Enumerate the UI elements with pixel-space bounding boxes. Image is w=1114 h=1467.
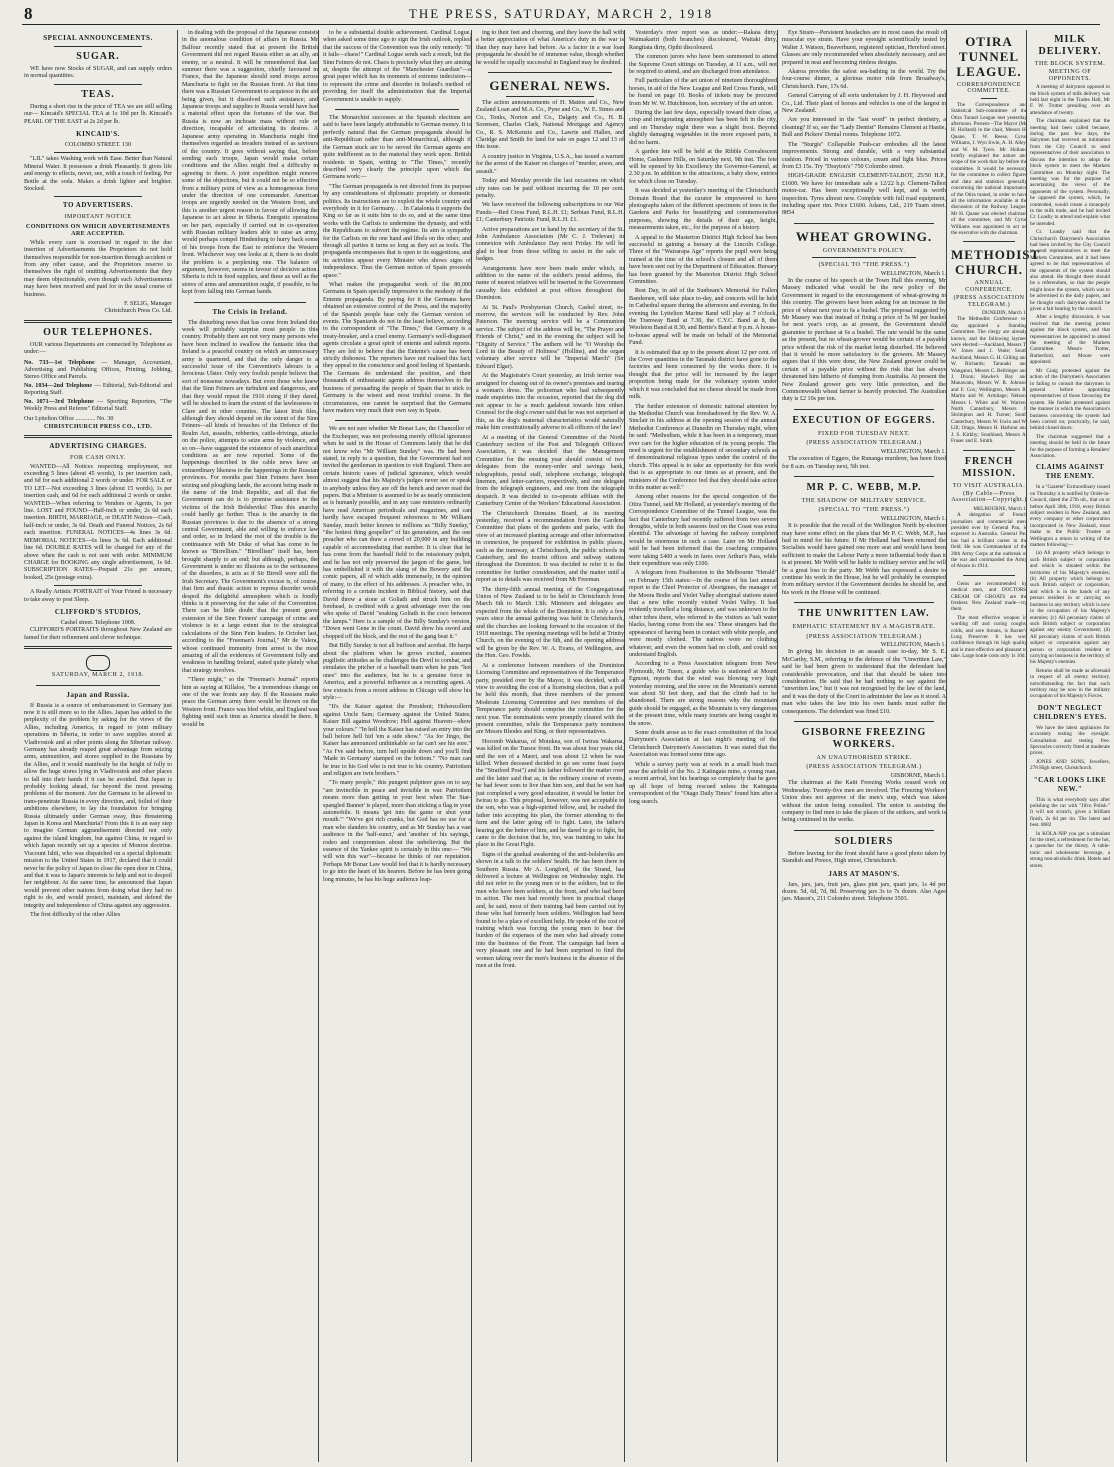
advertisers-signature: F. SELIG, Manager <box>124 300 172 307</box>
leader-last-line: The first difficulty of the other Allies <box>30 911 121 918</box>
news-item: At St. Paul's Presbyterian Church, Cashel street, to-morrow, the services will be conducted by Rev. John Paterson. The morning service will be a Communion service. The subject of the address will be, "The Prayer and Friends of Christ," and in the evening the subject will be "Dignity of Service." The anthem will be "O Worship the Lord in the Beauty of Holiness" (Hollins), and the organ voluntary after service will be "Imperial March" (Sir Edward Elgar). <box>476 304 624 370</box>
divider <box>794 602 934 603</box>
methodist-dateline: DUNEDIN, March 1. <box>982 309 1027 316</box>
unwritten-text: In giving his decision in an assault case to-day, Mr S. E. McCarthy, S.M., referring to the defence of the "Unwritten Law," said he had been given to understand that the defendant had considerable provocation, and that that should be taken into consideration. He said that he had nothing to say against the "unwritten law," but it was not recognised by the law of the land, and it was the duty of the Court to administer the law as it stood. A man who takes the law into his own hands must suffer the consequences. The defendant was fined £10. <box>782 649 946 715</box>
divider <box>981 98 997 99</box>
eggers-source: (PRESS ASSOCIATION TELEGRAM.) <box>806 439 922 447</box>
children-eyes-heading: DON'T NEGLECT CHILDREN'S EYES. <box>1033 703 1107 721</box>
claims-text: (a) All property which belongs to such British subject or corporation and which is situated within the territories of his Majesty's enemies; (b) All property which belongs to such British subject or corporation, and which is in the hands of any person resident in or carrying on business in any territory which is now in the occupation of his Majesty's enemies; (c) All pecuniary claims of such British subject or corporation against any enemy Government; (d) All pecuniary claims of such British subject or corporation against any person or corporation resident or carrying on business in the territory of his Majesty's enemies. <box>1030 550 1110 666</box>
news-item: It is estimated that up to the present about 12 per cent. of the Cover quantities in the Taranaki district have gone to the factories and been consumed by the works there. It is thought that the price will be increased by the larger proportion being made for the voluntary system under which it was concluded that no cheese should be made from milk. <box>629 349 777 401</box>
wheat-source: (SPECIAL TO "THE PRESS.") <box>818 261 910 269</box>
kincaids-ad: "LIL" takes Washing work with Ease. Better than Natural Mineral Water. It possesses a drink Pleasantly. It gives life and energy to effects, never, see, with a touch of feeling. Per Bottle at the soda. Makes a drink lighter and brighter. Stocked. <box>24 156 172 193</box>
ad-item: Eye Strain—Persistent headaches are in most cases the result of muscular eye strain. Have your eyesight scientifically tested by Walter J. Watson, Beaverhurst, registered optician, Hereford street. Glasses are only recommended when absolutely necessary, and are prepared in neat and becoming rimless designs. <box>782 30 946 66</box>
gisborne-source: (PRESS ASSOCIATION TELEGRAM.) <box>806 763 922 771</box>
news-item: At the Magistrate's Court yesterday, an Irish terrier was arraigned for chasing out of its owner's premises and tearing a woman's dress. The policeman who had subsequently made enquiries into the occasion, reported that the dog did not appear to be a much gadabout towards him either. Counsel for the dog's owner said that he was not surprised at this, as the dog's maternal characteristics would naturally make him constitutionally adverse to all officers of the law! <box>476 373 624 432</box>
otira-heading: OTIRA TUNNEL LEAGUE. <box>956 34 1022 79</box>
cliffords-heading: CLIFFORD'S STUDIOS, <box>54 607 142 616</box>
divider <box>963 241 1015 242</box>
masthead <box>22 4 1100 25</box>
telephone-number: No. 1034—2nd Telephone <box>24 382 93 389</box>
news-item: Some doubt arose as to the exact constitution of the local Dairymen's Association at last night's meeting of the Christchurch Dairymen's Association. It was stated that the Association was formed some time ago. <box>629 729 777 759</box>
telephone-number: No. 733—1st Telephone <box>24 359 95 366</box>
soldiers-heading: SOLDIERS <box>834 835 894 847</box>
webb-source: (SPECIAL TO "THE PRESS.") <box>818 506 910 514</box>
telephone-list <box>24 360 172 414</box>
kola-ad: In KOLA-NIP you get a stimulant for the tired, a refreshment for the hot, a quencher for the thirsty. A table-tonic and wholesome beverage, a strong non-alcoholic drink. Hotels and stores. <box>1030 830 1110 869</box>
webb-text: It is possible that the recall of the Wellington North by-election may have some effect on the plans that Mr P. C. Webb, M.P., has had in mind for his future. If Mr Holland had been returned the Socialists would have gained one more seat and would have been sufficient to make the Labour Party a more influential body than it is at present. Mr Webb will be liable to military service and he will be a great loss to the party. Mr Webb has expressed a desire to continue his work in the House, but he will probably be exempted from military service if the Government decides he should be, and his work in the House will be continued. <box>782 523 946 596</box>
advertisers-heading: TO ADVERTISERS. <box>62 201 134 210</box>
article-text: The Monarchist successes at the Spanish elections are said to have been largely attributable to German money. It is perfectly natural that the German propaganda should be anti-Republican rather than anti-Monarchical, although if the German stuck are to be served the German agents are quite indifferent as to the material they work upon. British residents in Spain, writing to "The Times," recently described very clearly the principle upon which the Germans work:— <box>323 115 471 181</box>
webb-subheading: THE SHADOW OF MILITARY SERVICE. <box>801 496 927 504</box>
milk-subheading: THE BLOCK SYSTEM. <box>1034 60 1106 67</box>
divider <box>36 685 160 686</box>
news-item: The further extension of domestic national attention by the Methodist Church was foreshadowed by the Rev. W. A. Sinclair in his address at the opening session of the annual Methodist Conference at Dunedin on Thursday night, when he said: "Methodism, while it has been in a temporary, must ever care for the higher education of its young people. The need is urgent for the establishment of secondary schools as of denominational religious types under the control of the church. This appeal is to take an opportunity for this work that is as appropriate to our times as at present, and the ministers of the Conference feel that they should take action in this matter as well." <box>629 403 777 491</box>
article-text: But Billy Sunday is not all buffoon and acrobat. He harps about the platform when he grows excited, assumes pugilistic attitudes as he challenges the Devil to combat, and simulates the pitcher of a baseball team when he puts "hot ones" into the audience, but he is a genuine force in America, and a powerful influence as a recruiting agent. A few extracts from a recent address in Chicago will show his style:— <box>323 643 471 701</box>
news-item: A garden fete will be held at the Ribble Convalescent Home, Cashmere Hills, on Saturday next, 9th inst. The fete will be opened by his Excellency the Governor-General, at 2.30 p.m. In addition to the attractions, a baby show, entries for which close on Tuesday. <box>629 149 777 185</box>
masthead-title: THE PRESS, SATURDAY, MARCH 2, 1918 <box>408 6 714 21</box>
crisis-heading: The Crisis in Ireland. <box>212 307 288 316</box>
milk-text: After a lengthy discussion, it was resolved that the meeting protest against the block system, and that representatives be appointed to attend the meeting of the Markets Committee. Messrs Trotter, Rutherford, and Moore were appointed. <box>1030 314 1110 366</box>
general-news-heading: GENERAL NEWS. <box>489 78 611 94</box>
claims-text: In a "Gazette" Extraordinary issued on Thursday it is notified by Order-in-Council, dated the 27th ult., that on or before April 30th, 1918, every British subject resident in New Zealand, and every company or other corporation incorporated in New Zealand, must make to the Public Trustee at Wellington a return in writing of the matters following:— <box>1030 484 1110 549</box>
page-number: 8 <box>24 4 33 23</box>
divider <box>794 721 934 722</box>
gems-ad: Gems are recommended by medical men, and DOCTORS' CREAM OF GROATS are the freshest. New Zealand made—try them. <box>951 580 1027 613</box>
news-item: The action announcements of H. Mattos and Co., New Zealand Loan and M.A. Co., Pyne and Co., W. E. Simes and Co., Tonks, Norton and Co., Dalgety and Co., H. B. Sorensen, Charles Clark, National Mortgage and Agency Co., R. S. McKenzie and Co., Lawrie and Hallen, and Claridge and Smith for land for sale on pages 12 and 13 of this issue. <box>476 100 624 151</box>
ad-item: General Carrying of all sorts undertaken by J. H. Heywood and Co., Ltd. Their plant of horses and vehicles is one of the largest in New Zealand. <box>782 93 946 115</box>
kincaids-address: COLOMBO STREET. 130 <box>64 142 132 149</box>
milk-text: A meeting of dairymen opposed to the block system of milk delivery was held last night in the Trades Hall, Mr F. W. Trotter presiding over an attendance of twenty. <box>1030 84 1110 116</box>
telephone-department: Sporting Reporters, "The Weekly Press and Referee" Editorial Staff. <box>24 398 173 412</box>
telephone-entry: No. 733—1st Telephone — Manager, Accountant, Advertising and Publishing Offices, Printing, Jobbing, Stereo Office and Parcels. <box>24 359 173 381</box>
double-rule <box>24 320 172 323</box>
article-text: ing to their feet and cheering, and they leave the hall with a better appreciation of what America's duty in the war is than they may have had before. As a factor in a war loan propaganda he should be of immense value, though whether he would be equally successful in England may be doubted. <box>476 30 624 66</box>
telephone-department: Manager, Accountant, Advertising and Publishing Offices, Printing, Jobbing, Stereo Office and Parcels. <box>24 359 173 381</box>
webb-heading: MR P. C. WEBB, M.P. <box>806 481 922 493</box>
news-item: Today and Monday provide the last occasions on which city rates can be paid without incurring the 10 per cent. penalty. <box>476 178 624 199</box>
gisborne-dateline: GISBORNE, March 1. <box>890 772 946 779</box>
milk-text: The chairman explained that the meeting had been called because, during the past few days, the dairymen had received an intimation from the City Council to send representatives of their association to discuss the intention to adopt the block system to meet the Markets Committee on Monday night. The meeting was for the purpose of ascertaining the views of the opponents of the system. Personally, he opposed the system, which, he contended, would create a monopoly in the milk trade, and he had invited Cr. Loasby to attend and explain what he intended. <box>1030 118 1110 227</box>
jars-heading: JARS AT MASON'S. <box>828 869 900 878</box>
news-item: During the last few days, especially toward their close, a crisp and invigorating atmosphere has been felt in the city, and on Thursday night there was a slight frost. Beyond slightly damaging vegetables in the more exposed parts, it did no harm. <box>629 110 777 146</box>
column-6 <box>777 30 946 1462</box>
car-text: This is what everybody says after polishing the car with "Jifco Polish." It will not scratch, gives a brilliant finish, 2s 6d per tin. The latest and best. 8682 <box>1030 796 1110 829</box>
divider <box>54 46 142 47</box>
unwritten-source: (PRESS ASSOCIATION TELEGRAM.) <box>806 632 922 640</box>
telephone-department: Editorial, Sub-Editorial and Reporting Staff. <box>24 382 172 397</box>
gisborne-text: The chairman at the Kaiti Freezing Works ceased work on Wednesday. Twenty-five men are involved. The Freezing Workers' Union does not approve of the men's step, which was taken without the union being consulted. The union is assisting the company to find men to take the places of the strikers, and work is being continued in the works. <box>782 780 946 824</box>
eggers-dateline: WELLINGTON, March 1. <box>880 448 946 455</box>
telephone-entry: No. 1071—3rd Telephone — Sporting Reporters, "The Weekly Press and Referee" Editorial Staff. <box>24 398 173 412</box>
news-item: Rest Day, in aid of the Sunbeam's Memorial for Fallen Bandsmen, will take place to-day, and concerts will be held in Cathedral square during the afternoon and evening. In the evening the Lyttelton Marine Band will play at 7 o'clock, the Tramway Band at 7.30, the C.Y.C. Band at 8, the Woolston Band at 8.30, and Bertie's Band at 9 p.m. A house-to-house appeal will be made on behalf of the Memorial Fund. <box>629 288 777 347</box>
column-3 <box>318 30 471 1462</box>
advertisers-lead: CONDITIONS ON WHICH ADVERTISEMENTS ARE ACCEPTED. <box>25 222 171 238</box>
telephones-heading: OUR TELEPHONES. <box>43 326 153 338</box>
column-8 <box>1026 30 1110 1462</box>
news-item: Hocomb Wakarua, of Motukea, son of Iwirau Wakarua, was killed on the Tussoc front. He was about four years old, and the son of a Maori, and was about 12 when he was killed. When deceased decided to go see some feast (says the "Stratford Post") and his father followed the matter over and the latter said that as, in the ordinary course of events, he had fewer sons to live than him son, and that he son had just completed a very good education, it would be better for Iwirau to go. This proposal, however, was not acceptable to the son, who was a high-spirited fellow, and, he rushed the father into accepting his plan, the former attending to the farm and the latter going off to fight. Later, the father's hearing got the better of him, and he dared to go to fight, he came to the decision that he, too, was training to take his place in the Great Fight. <box>476 738 624 849</box>
divider <box>963 575 1015 576</box>
claims-text: Returns shall be made as aforesaid in respect of all enemy territory, notwithstanding the fact that such territory may be now in the military occupation of his Majesty's Forces. <box>1030 667 1110 700</box>
leader-heading: Japan and Russia. <box>66 690 130 699</box>
eggers-text: The execution of Eggers, the Runanga murderer, has been fixed for 8 a.m. on Tuesday next, 5th inst. <box>782 456 946 470</box>
double-rule <box>24 435 172 438</box>
divider <box>794 409 934 410</box>
article-text: What makes the propagandist work of the 80,000 Germans in Spain specially impressive is the modesty of the Entente propaganda. By paying for it the Germans have obtained an extensive control of the Press, and the majority of the Spanish people hear only the German version of events. The Spaniards do not in the least believe, according to the correspondent of "The Times," that Germany is a treaty-breaker, and a cruel enemy. Germany's well-disguised agents circulate a great spirit of entente and submit reports. They are led to believe that the Entente's cause has been strictly dishonest. The reporters have not realised this fact; they appeal to the conscience and good feeling of Spaniards. The Germans do understand the position, and their thousands of enthusiastic agents address themselves to the business of persuading the people of Spain that to stick to Germany is the wisest and most truthful course. In the circumstances, one cannot be surprised that the Germans have matters very much their own way in Spain. <box>323 282 471 414</box>
article-quote: "It's the Kaiser against the President; Hohenzollern against Uncle Sam; Germany against the United States; Kaiser Bill against Woodrow; Hell against Heaven—show your colours." "In hell the Kaiser has raised an entry into the hall before hell bid 'em a side show." "As for Jingo, the Kaiser has announced unthinkable so far can't see his sore." "As I've said before, turn hell upside down and you'll find 'Made in Germany' stamped on the bottom." "No man can be true to his God who is not true to his country. Patriotism and religion are twin brothers." <box>323 704 471 777</box>
methodist-heading: METHODIST CHURCH. <box>951 247 1041 278</box>
issue-date: SATURDAY, MARCH 2, 1918. <box>51 672 145 679</box>
children-eyes-text: We have the latest appliances for accurately testing the eyesight. Consultation and testing free. Spectacles correctly fitted at moderate prices. <box>1030 724 1110 757</box>
wheat-subheading: GOVERNMENT'S POLICY. <box>822 246 906 254</box>
news-item: Signs of the gradual awakening of the anti-bolsheviks are shown in a talk to the soldiers' health. He has been there in Southern Russia. Mr A. Longford, of the Strand, has delivered a lecture at Wellington on Wednesday night. He did not refer to the young men or to the soldiers, but to the men who have been soldiers, at the front, and who had been in action. The men had recently been in practical charge and, he said, most of their training had been carried out by those who had formerly been soldiers. Wellington had been found to be a place of excellent help. He spoke of the cost of training which was forcing the young men to bear the burden of the expenses of the men who had already come into the business of the Front. The campaign had been a very pleasant one and he had been surprised to find the women taking over the men's business in the absence of the men at the front. <box>476 851 624 969</box>
gisborne-heading: GISBORNE FREEZING WORKERS. <box>801 727 927 751</box>
news-item: The thirty-fifth annual meeting of the Congregational Union of New Zealand is to be held in Christchurch from March 6th to March 13th. Ministers and delegates are expected from the whole of the Dominion. It is only a few years since the annual gathering was held in Christchurch, and the churches are looking forward to the occasion of the 1918 meetings. The opening meetings will be held at Trinity Church, on the evening of the 6th, and the opening address will be given by the Rev. W. A. Evans, of Wellington, and the Hon. Geo. Fowlds. <box>476 586 624 660</box>
divider <box>335 420 459 421</box>
news-item: Active preparations are in hand by the secretary of the St. John Ambulance Association (Mr C. J. Trelevan) in connexion with Ambulance Day next Friday. He will be glad to hear from those willing to assist in the sale of badges. <box>476 226 624 263</box>
crisis-text: The disturbing news that has come from Ireland this week will probably surprise most people in this country. Probably there are not very many persons who have been inclined to swallow the fantastic idea that Ireland is a peaceful country on which an unnecessary army is quartered, and that the only danger to a successful issue of the Convention's labours is a ferocious Ulster. Only very foolish people believe that sort of nonsense nowadays. But even those who knew that the Sinn Feiners are turbulent and dangerous, and that they would repeat the 1916 rising if they dared, will be shocked to learn the extent of the lawlessness in Clare and in other counties. The latest Irish files, although they should depend on the extent of the Sinn Feiners—all kinds of breaches of the Defence of the Realm Act, assaults, robberies, cattle-drivings, attacks on the police, attempts to seize arms by violence, and so on—have suggested the existence of such anarchical conditions as are now reported. Some of the happenings described in the cable news have an extraordinary likeness to the happenings in the Russian provinces. For months past Sinn Feiners have been seizing and ploughing lands, the account being made in the name of the Irish Republic, and all that the Government can do is to promise assistance to the victims of the Irish Bolsheviks! Thus this anarchy could hardly go further. Thus is the anarchy in the Russian provinces is due to the absence of a strong central Government, able and willing to enforce law and order, so in Ireland the root of the trouble is the continuance with Mr Duke of what has come to be known as "Birrellism." "Birrellism" itself has, been brought sharply to an end; but although, perhaps, the Government is under no illusions as to the seriousness of the disorders, is acts as if Sir Birrell were still the Irish Secretary. The Government's excuse is, of course, that firm and drastic action to repress disorder would despoil the delightful atmosphere which is fondly thinks is it preserving for the sake of the Convention. There can be little doubt that the present grave extension of the Sinn Feiners' campaign of crime and violence is to a large extent due to the strategical calculations of the Sinn Fein leaders. In October last, according to the "Freeman's Journal," Mr de Valera, whose continued immunity from arrest is the most amazing of all the evidences of Government folly and weakness in handling Ireland, stated quite plainly what that strategy involves. <box>182 319 318 674</box>
telephone-entry: No. 1034—2nd Telephone — Editorial, Sub-Editorial and Reporting Staff. <box>24 382 172 397</box>
charges-subheading: FOR CASH ONLY. <box>70 454 126 462</box>
news-item: Yesterday's river report was as under:—Rakaia dirty, Waimakariri (both branches) discoloured, Waitaki dirty, Rangitata dirty, Opihi discoloured. <box>629 30 777 51</box>
column-5 <box>624 30 777 1462</box>
column-4 <box>471 30 624 1462</box>
column-1 <box>24 30 172 1462</box>
wheat-heading: WHEAT GROWING. <box>795 228 933 244</box>
news-item: Full particulars of the art union of nineteen thoroughbred horses, in aid of the New League and Red Cross Funds, will be found on page 10. Books of tickets may be procured from Mr W. W. Hutchinson, hon. secretary of the art union. <box>629 78 777 107</box>
cliffords-address: Cashel street. Telephone 1008. <box>60 619 136 626</box>
otira-subheading: CORRESPONDENCE COMMITTEE. <box>956 81 1022 95</box>
news-item: A appeal to the Masterton District High School has been successful in gaining a bursary at the Lincoln College. Three of the "Wairarapa Age" reports the pupil were being trained at the time of the school's closure and all of them have been sent out by the Department of Education. Bursary has been granted by the Masterton District High School Committee. <box>629 234 777 285</box>
milk-subheading-2: MEETING OF OPPONENTS. <box>1048 68 1092 82</box>
milk-text: Cr. Loasby said that the Christchurch Dairymen's Association had been invited by the City Council to send representatives to meet the Markets Committee, and it had been agreed to be that representatives of the opponents of the system should also attend. He thought there should be a referendum, so that the people might know the system, which was to be advertised in the daily papers, and he thought each dairyman should be given a fair hearing by the council. <box>1030 229 1110 313</box>
crisis-quote: "There might," so the "Freeman's Journal" reports him as saying at Killaloe, "be a tremendous change on one of the war fronts any day. If the Russians make peace the German army there would be thrown on the Western front. France was bled white, and England was fighting until such time as America should be there. It would be <box>182 677 318 728</box>
sugar-text: WE have now Stocks of SUGAR, and can supply orders in normal quantities. <box>24 66 172 80</box>
charges-heading: ADVERTISING CHARGES. <box>49 442 147 451</box>
milk-text: The chairman suggested that a meeting should be held in the future for the purpose of forming a Retailers' Association. <box>1030 433 1110 459</box>
crest-icon <box>86 655 110 671</box>
ad-item: Akaroa provides the safest sea-bathing in the world. Try the four-course dinner, a glorious motor ride from Broadway's, Christchurch. Fare, 17s 6d. <box>782 69 946 90</box>
japan-continued-text: in dealing with the proposal of the Japanese consists in the anomalous condition of affairs in Russia. Mr Balfour recently stated that at present the British Government did not regard Russia either as an ally, an enemy, or a neutral. It will be remembered that last summer there was a suggestion, chiefly favoured in France, that the Japanese should send troops across Manchuria to fight on the Russian front. At that time there was a Russian Government to acquiesce in the aid being given, but it dissolved such assistance; and Japanese troops and supplies to Russia would have had a material effect upon the fortunes of the war. But Russia is now an inchoate mass without rule or direction, incapable of articulating its desires. A Japanese army operating in Manchuria might find themselves regarded as invaders instead of as saviours of the country. It goes without saying that, before sending such troops, Japan would make certain conditions and the Allies might find a difficulty in agreeing to them. A joint expedition might remove some of the objections, but it could not be so effective from a military point of view as a homogeneous force under the direction of one commander. American troops are urgently needed on the Western front, and this is another urgent reason in favour of allowing the Japanese to act alone in Siberia. Energetic operations on her part, especially if carried out in co-operation with Russian military leaders able to raise an army, would perhaps compel Hindenburg to hurry back some of his troops from the East to reinforce the Western front. Whichever way one looks at it, there is no doubt the problem is a perplexing one. The balance of argument, however, seems in favour of decisive action. Siberia is rich in food supplies, and these as well as the stores of arms and ammunition ought, if possible, to be kept from falling into German hands. <box>182 30 318 296</box>
french-source: (By Cable—Press Association—Copyright.) <box>951 489 1027 504</box>
telephones-footer: CHRISTCHURCH PRESS CO., LTD. <box>43 423 153 430</box>
advertisers-subheading: IMPORTANT NOTICE <box>64 213 132 221</box>
advertisers-firm: Christchurch Press Co. Ltd. <box>104 308 172 315</box>
soldiers-text: Before leaving for the front should have a good photo taken by Standish and Preece, High street, Christchurch. <box>782 850 946 865</box>
effective-ad: The most effective weapon in warding off and curing coughs, colds, and sore throats, is Baxter's Lung Preserver. It has won confidence through its high quality and is most effective and pleasant to take. Large bottle costs only 1s 10d. <box>951 614 1027 660</box>
eggers-subheading: FIXED FOR TUESDAY NEXT. <box>818 429 910 437</box>
column-2 <box>177 30 318 1462</box>
ad-item: Are you interested in the "last word" in perfect dentistry, a cleaning? If so, see the "Lady Dentist" Remains Clement at Hastie, Bull and Pickers' Dental rooms. Telephone 1072. <box>782 117 946 139</box>
divider <box>963 450 1015 451</box>
divider <box>794 476 934 477</box>
french-heading: FRENCH MISSION. <box>962 455 1016 479</box>
divider <box>194 302 306 303</box>
car-heading: "CAR LOOKS LIKE NEW." <box>1033 775 1107 793</box>
divider <box>794 830 934 831</box>
article-text: to be a substantial double achievement. Cardinal Logue, when asked some time ago to sign the Irish outlook, replied that the success of the Convention was the only remedy: "If it fails—chaos!" Cardinal Logue sends such a result, but the Sinn Feiners do not. Chaos is precisely what they are aiming at, despite the attempt of the "Manchester Guardian"—a great paper which has its moments of extreme indecision—to represent the crime and disorder in Ireland's method of providing for itself the administration that the Imperial Government is unable to supply. <box>323 30 471 103</box>
news-item: Arrangements have now been made under which, in addition to the name of the soldier's postal address, the name of nearest relatives will be inserted in the Government casualty lists exhibited at post offices throughout the Dominion. <box>476 265 624 302</box>
gisborne-subheading: AN UNAUTHORISED STRIKE. <box>816 754 912 762</box>
special-announcements-heading: SPECIAL ANNOUNCEMENTS. <box>43 34 153 42</box>
news-item: A country justice in Virginia, U.S.A., has issued a warrant for the arrest of the Kaiser on charges of "murder, arson, and assault." <box>476 153 624 175</box>
french-subheading: TO VISIT AUSTRALIA. <box>952 481 1026 489</box>
news-item: While a survey party was at work in a small bush tract near the airfield of the No. 2 Katingata mine, a young man, a recent arrival, lost his bearings so completely that he gave up all hope of being rescued unless the Katingata correspondent of the "Otago Daily Times" found him after a long search. <box>629 761 777 805</box>
divider <box>812 257 916 258</box>
news-item: A telegram from Featherston to the Melbourne "Herald" on February 15th states:—In the course of his last annual report to the Chief Protector of Aborigines, the manager of the Moora Bodie and Violet Valley aboriginal stations stated that a new tribe recently visited Violet Valley. It had evidently travelled a long distance, and was unknown to the other tribes there, who referred to the visitors as 'salt water blacks, having come from the sea.' These strangers had the appearance of having been in contact with white people, and were mostly clothed. The natives wore no clothing whatever, and even the women had no cloth, and could not understand English. <box>629 570 777 658</box>
news-item: At a meeting of the General Committee of the North Canterbury section of the Post and Telegraph Officers' Association, it was decided that the Management Committee for the ensuing year should consist of two delegates from the money-order and savings bank, telegraphists, postal staff, telephone exchange, telegraph linemen, and letter-carriers, respectively, and one delegate from the telegraph engineers, and one from the telegraph despatch. It was decided to co-operate affiliate with the Canterbury Centre of the Workers' Educational Association. <box>476 434 624 508</box>
telephone-number: No. 1071—3rd Telephone <box>24 398 94 405</box>
news-item: At a conference between members of the Dominion Licensing Committee and representatives of the Temperance party, presided over by the Mayor, it was decided, with a view to avoiding the cost of a licensing election, that a poll be held this month, that three members of the present Moderate Licensing Committee and two members of the Temperance party should comprise the committee for the next year. The nominations were promptly cleared with the present committee, while the Temperance party nominees are Messrs Rhodes and King, or their representatives. <box>476 662 624 736</box>
divider <box>506 96 594 97</box>
news-item: The common jurors who have been summoned to attend the Supreme Court sittings on Tuesday, at 11 a.m., will not be required to attend, and are discharged from attendance. <box>629 54 777 76</box>
french-text: A delegation of French journalists and commercial men, presided over by General Pau, is expected in Australia. General Pau has had a brilliant career in the field. He was Commandant of the 20th Army Corps at the outbreak of the war and commanded the Army of Alsace in 1914. <box>951 512 1027 570</box>
charges-text: WANTED—All Notices respecting employment, not exceeding 5 lines (about 45 words), 1s per insertion cash, and 6d for each additional 2 words or under. FOR SALE or TO LET—Not exceeding 3 lines (about 15 words), 1s per insertion cash, and 6d for each additional 2 words or under. WANTED—When referring to Vendors or Agents, 1s per line. LOST and FOUND—Half-inch or under, 2s 6d each insertion. BIRTH, MARRIAGE, or DEATH Notices—Cash, half-inch or under, 3s 6d. Death and Funeral Notices, 2s 6d each insertion. FUNERAL NOTICES—4s lines 3s 6d. MEMORIAL NOTICES—6s lines 3s 6d. Each additional line 6d. DOUBLE RATES will be charged for any of the above when the cash is not sent with order. MINIMUM CHARGE for BOOKING any single advertisement, 1s 6d. SUBSCRIPTION RATES—Prepaid 21s per annum, booked, 25s (postage extra). <box>24 463 172 581</box>
divider <box>54 196 142 197</box>
teas-text: During a short rise in the price of TEA we are still selling our— Kincaid's SPECIAL TEA at 1s 10d per lb. Kincaid's PEARL OF THE EAST at 2s 2d per lb. <box>24 103 172 125</box>
advertisers-text: While every care is exercised in regard to the due insertion of Advertisements the Proprietors do not hold themselves responsible for non-insertion through accident or from any other cause, and the Proprietors reserve to themselves the right of omitting Advertisements that they may deem objectionable, even though such Advertisements may have been received and paid for in the usual course of business. <box>24 239 172 298</box>
lyttelton-office: Our Lyttelton Office ............. No. 30 <box>24 416 114 423</box>
double-rule <box>24 646 172 649</box>
eggers-heading: EXECUTION OF EGGERS. <box>792 414 936 426</box>
divider <box>54 585 142 586</box>
divider <box>488 72 612 73</box>
sugar-heading: SUGAR. <box>76 51 120 62</box>
milk-text: Mr Craig protested against the action of the Dairymen's Association in failing to consult the dairymen in general before appointing representatives of those favouring the system. He further protested against the manner in which the Association's business concerning the system had been carried on; practically, he said, behind closed doors. <box>1030 367 1110 432</box>
kincaids-name: KINCAID'S. <box>76 130 120 139</box>
portrait-text: A Really Artistic PORTRAIT of Your Friend is necessary to take away to post Sleep. <box>24 589 172 603</box>
ad-item: The "Sturgis" Collapsible Push-car embodies all the latest improvements. Strong and durable, with a very substantial cushion. Priced in various colours, cream and light blue. Prices from £3 15s. Try "Drayton's" 750 Colombo street. <box>782 141 946 170</box>
telephones-intro: OUR various Departments are connected by Telephone as under:— <box>24 341 172 356</box>
news-item: It was decided at yesterday's meeting of the Christchurch Domain Board that the curator be empowered to have photographs taken of the different specimens of trees in the Gardens and Parks for beautifying and commemoration purposes, showing the details of their age, height, measurements taken, etc., for the purpose of a history. <box>629 188 777 232</box>
unwritten-heading: THE UNWRITTEN LAW. <box>798 608 930 620</box>
divider <box>794 223 934 224</box>
unwritten-dateline: WELLINGTON, March 1. <box>880 642 946 648</box>
milk-heading: MILK DELIVERY. <box>1038 34 1102 57</box>
news-item: We have received the following subscriptions to our War Funds:—Red Cross Fund, R.L.H. £1; Serbian Fund, R.L.H. £1; Canterbury Patriotic Fund, R.L.H. £1. <box>476 202 624 224</box>
jars-text: Jars, jars, jars, fruit jars, glass pint jars, quart jars, 1s 4d per dozen. 5d, 6d, 7d, 8d. Preserving jars 3s to 7s dozen. Also Agee jars. Mason's, 211 Colombo street. Telephone 3503. <box>782 881 946 903</box>
article-quote: "The German propaganda is not directed from its purpose by any considerations of diplomatic propriety or domestic politics. Its instructions are to exploit the whole country and everybody in it for Germany. . . In Catalonia it supports the King so far as it suits him to do so, and at the same time works with the Carlists to undermine the dynasty, and with the Republicans to subvert the regime. Its aim is sympathy for the Carlists on the one hand and libels on the other; and through all parties it turns so long as they act as tools. The propaganda encompasses that is open to its suggestions, and its activities appear every Minister who shows signs of independence. Thus the German notion of Spain proceeds apace." <box>323 183 471 279</box>
article-text: We are not sure whether Mr Bonar Law, the Chancellor of the Exchequer, was not professing merely official ignorance when he said in the House of Commons lately that he did not know who "Mr William Sunday" was. He had been stated, in reply to a question, that the Government had not invited the gentleman in question to visit England. There are certain historic cases of judicial ignorance, which would almost suggest that his Majesty's judges never see or speak to anybody unless they are off the bench and never read the papers. But a Minister is assumed to be as nearly omniscient as is humanly possible, and in any case ministers ordinarily have read American periodicals and magazines, and can hardly have escaped frequent references to Mr William Sunday, much better known to millions as "Billy Sunday," "the hottest thing gospeller" of his generation, and the one preacher who can draw a crowd of 20,000 in any building capable of accommodating that number. It is clear that he has come from the baseball field to the missionary pulpit, and he has not only preserved the jargon of the game, but has embellished it with the slang of the Bowery and the comic papers, all of which adds immensely, in the opinion of many, to the effect of his addresses. A preacher who, in referring to a certain incident in Biblical history, said that David threw a stone at Goliath and struck him on the forehead, is credited with a great advantage over the one who spoke of David "soaking Goliath in the coco between the lamps." Here is a sample of the Billy Sunday's version, "Down went Gene in the count. David drew his sword and chopped off the block, and the rest of the gang beat it." <box>323 426 471 640</box>
french-dateline: MELBOURNE, March 1. <box>973 505 1027 512</box>
cliffords-ad: CLIFFORD'S PORTRAITS throughout New Zealand are famed for their refinement and clever technique. <box>24 627 172 641</box>
teas-heading: TEAS. <box>81 88 115 100</box>
methodist-subheading: ANNUAL CONFERENCE. <box>965 279 1013 293</box>
webb-dateline: WELLINGTON, March 1. <box>880 515 946 522</box>
methodist-text: The Methodist Conference to-day appointed a Standing Committee. The clergy are already known, and the following laymen were elected:—Auckland, Messrs T. W. Jones and J. Veale; South Auckland, Messrs G. H. Gilling and W. Richards; Taranaki and Wanganui, Messrs C. Bellringer and J. Dixon; Hawke's Bay and Manawatu, Messrs W. R. Johnson and F. Cox; Wellington, Messrs R. Martin and W. Armitage; Nelson, Messrs I. White and W. Warren; North Canterbury, Messrs J. Shrimpton and H. Turner; South Canterbury, Messrs W. Irwin and W. Lill; Otago, Messrs H. Harbour and J. S. Kirkby; Southland, Messrs A. Fraser and E. Smith. <box>951 316 1027 445</box>
otira-text: The Correspondence and Statistical Sub-committee of the Otira Tunnel League met yesterday afternoon. Present—The Mayor (Mr H. Holland) in the chair, Messrs H. Quane, T. W. Reese, Cyrus Williams, J. Wyn Irwin, A. H. Alley, and W. M. Tyers. Mr Holland briefly explained the nature and scope of the work that lay before the committee. It would be necessary for the committee to collect figures and data and statistics generally concerning the national importance of the Otira tunnel, in order to have all the information available at the discussion of the Railway League. Mr H. Quane was elected chairman of the committee, and Mr Cyrus Williams was appointed to act on the executive with the chairman. <box>951 101 1027 236</box>
jones-ad: JONES AND SONS, Jewellers, 278 High street, Christchurch. <box>1030 758 1110 772</box>
wheat-text: In the course of his speech at the Town Hall this evening, Mr Massey indicated what would be the new policy of the Government in regard to the encouragement of wheat-growing in this country. The growers have been asking for an increase in the price of wheat next year to 6s a bushel. The proposal suggested by Mr Massey was that instead of fixing a price of 5s 9d per bushel for next year's crop, as at present, the Government should guarantee to purchase at 6s a bushel. The rate would be the same as the present, but no wheat-grower would be certain of a payable price without the risk of the market being disturbed. He believed that it would be more satisfactory to the growers. Mr Massey argues that if this were done, the New Zealand grower could be certain of a payable price without the risk that has always threatened him hitherto of dumping from Australia. At present the New Zealand grower gets very little protection, and the Commonwealth wheat farmer is heavily protected. The Australian duty is £2 10s per ton. <box>782 277 946 403</box>
claims-heading: CLAIMS AGAINST THE ENEMY. <box>1035 463 1105 481</box>
divider <box>54 84 142 85</box>
methodist-source: (PRESS ASSOCIATION TELEGRAM.) <box>953 294 1025 308</box>
news-item: According to a Press Association telegram from New Plymouth, Mr Tuson, a guide who is stationed at Mount Egmont, reports that the wind was blowing very high yesterday morning, and the snow on the Mountain's summit was about 50 feet deep, and that the climb had to be abandoned. There are strong reasons why the mountain guide should be engaged, as the Mountain is very dangerous at the present time, while many tourists are being caught in the snow. <box>629 661 777 727</box>
ad-item: HIGH-GRADE ENGLISH CLEMENT-TALBOT, 25/50 H.P., £1600. We have for immediate sale a 12/22 h.p. Clement-Talbot motor-car. Has been exceptionally well kept, and is worth inspection. Tyres almost new. Complete with full road equipment, including spare rim. Price £1600. Adams, Ltd., 219 Tuam street. 8854 <box>782 173 946 217</box>
news-item: Among other reasons for the special congestion of the Otira Tunnel, said Mr Holland, at yesterday's meeting of the Correspondence Committee of the Tunnel League, was the fact that Canterbury had recently suffered from two severe droughts, while in both seasons feed on the Coast was extra plentiful. The advantage of having the railway completed would be enormous in such a case. Later on Mr Holland said he had been informed that the coaching companies were taking £400 a week in fares over Arthur's Pass, while their expenditure was only £100. <box>629 494 777 568</box>
article-text: "To many people," this pungent pulpiteer goes on to say, "are invincible in peace and invisible in war. Patriotism means more than getting in your best when The Star-spangled Banner' is played, more than sticking a flag in your automobile. It means 'get into the game or shut your mouth.'" "We've got rich cranks, but God has no use for a man who slanders his country, and as Mr Sunday has a vast audience in the 'half-sunct,' and 'another of his sayings,' rodeo and compromises about the unbelieving. But the essence of the Yankee spirit is certainly in this one:— "We will win this war"—because he thinks of our reputation. Perhaps Mr Bonar Law would feel that it is hardly necessary to go into the heart of his hearers. Before he has been going long minutes, he has his huge audience leap- <box>323 780 471 883</box>
wheat-dateline: WELLINGTON, March 1. <box>880 270 946 277</box>
leader-text: If Russia is a source of embarrassment to Germany just now it is still more so to the Allies. Japan has added to the perplexity of the problem by asking for the views of the Allies, including America, in regard to joint military operations in Siberia, in order to save supplies stored at Vladivostok and at other points along the Siberian railway. Germany has already reaped great advantage from seizing arms, ammunition, and stores supplied to the Russians by the Allies, and it would manifestly be the height of folly to allow the huge stores lying in Vladivostok and other places to fall into their hands if it can be avoided. But Japan is probably looking ahead, far beyond the most pressing problems of the moment. Are the Germans to be allowed to trans-penetrate Russia in every direction, and, foiled of their ambitions elsewhere, to lay the foundation for bringing Russia ultimately under German sway, thus threatening Japan in Korea and Manchuria? From this it is an easy step to imagine German aggrandisement directed not only against the island kingdom, but against China, in regard to which Japan recently set up a species of Monroe doctrine. Viscount Ishii, who was dispatched on a special diplomatic mission to the United States in 1917, declared that it could never be the policy of Japan to close the open door in China, and that it was to Japan's interests to help and not to despoil her neighbour. At the same time, he announced that Japan would prevent other nations from doing what they had no right to do, and would protect, maintain, and defend the integrity and independence of China against any aggression. <box>24 702 172 909</box>
divider <box>335 109 459 110</box>
the-press-logo <box>24 653 172 671</box>
unwritten-subheading: EMPHATIC STATEMENT BY A MAGISTRATE. <box>792 623 936 631</box>
news-item: The Christchurch Domains Board, at its meeting yesterday, received a recommendation from the Gardens Committee that plans of the gardens and parks, with the view of an increased planting acreage and other information in connexion, be prepared for exhibition in public places, such as the tramway, at Christchurch, the public schools in Canterbury, and the tourist offices and railway stations throughout the Dominion. It was decided to refer it to the committee for further consideration, and the matter until a report as to details was received from Mr Freeman. <box>476 510 624 584</box>
column-7 <box>946 30 1041 1462</box>
divider <box>54 152 142 153</box>
